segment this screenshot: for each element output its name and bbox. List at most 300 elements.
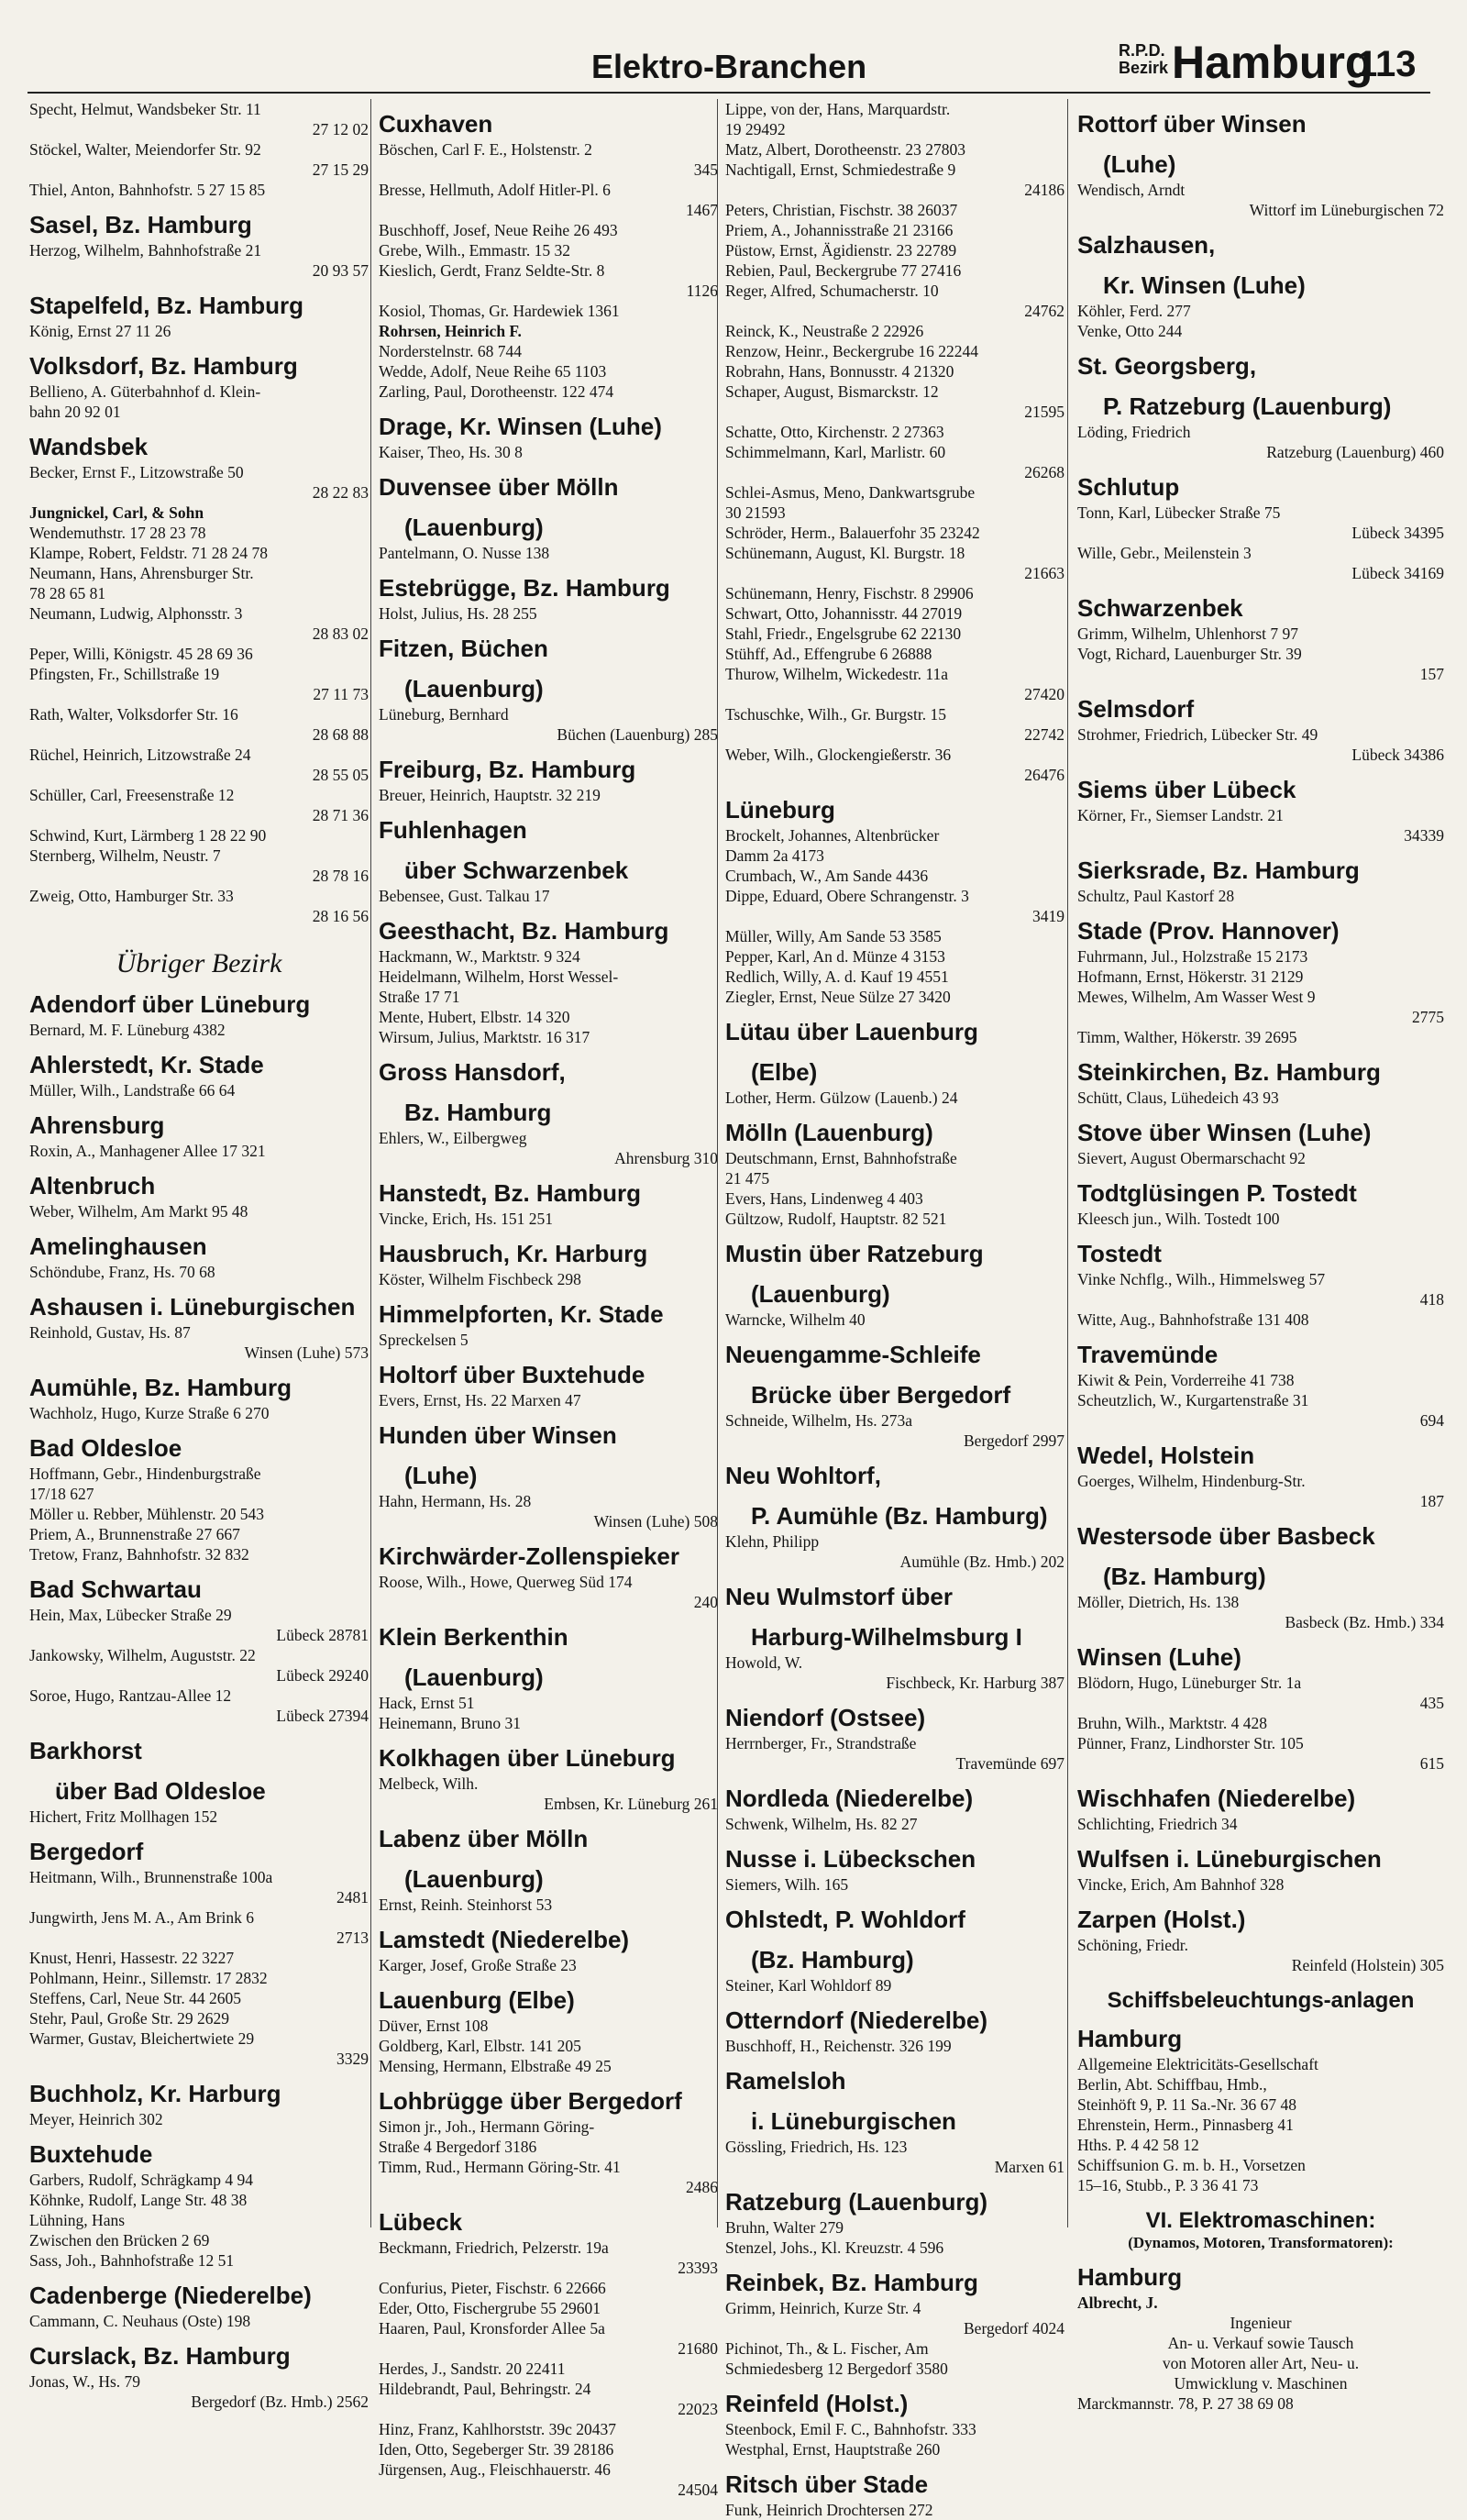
directory-entry: Priem, A., Brunnenstraße 27 667 (29, 1525, 240, 1543)
directory-entry: Gültzow, Rudolf, Hauptstr. 82 521 (725, 1210, 947, 1228)
place-heading: über Bad Oldesloe (55, 1777, 266, 1805)
directory-entry: 21 475 (725, 1169, 770, 1188)
directory-entry: Pünner, Franz, Lindhorster Str. 105 (1077, 1734, 1304, 1752)
place-heading: Winsen (Luhe) (1077, 1643, 1241, 1671)
directory-entry: Straße 4 Bergedorf 3186 (379, 2138, 537, 2156)
section-heading: Übriger Bezirk (116, 948, 282, 978)
place-heading: Mustin über Ratzeburg (725, 1240, 984, 1267)
place-heading: (Lauenburg) (404, 675, 544, 702)
directory-entry: Ziegler, Ernst, Neue Sülze 27 3420 (725, 988, 951, 1006)
directory-entry: Dippe, Eduard, Obere Schrangenstr. 3 (725, 887, 969, 905)
directory-entry: 27 12 02 (312, 120, 369, 138)
directory-entry: Hoffmann, Gebr., Hindenburgstraße (29, 1464, 261, 1483)
directory-entry: Scheutzlich, W., Kurgartenstraße 31 (1077, 1391, 1309, 1409)
directory-entry: Venke, Otto 244 (1077, 322, 1183, 340)
directory-entry: Stöckel, Walter, Meiendorfer Str. 92 (29, 140, 261, 159)
place-heading: Wulfsen i. Lüneburgischen (1077, 1845, 1382, 1873)
directory-entry: Karger, Josef, Große Straße 23 (379, 1956, 577, 1974)
directory-entry: 3419 (1032, 907, 1064, 925)
place-heading: Travemünde (1077, 1341, 1219, 1368)
directory-entry: 2775 (1412, 1008, 1444, 1026)
directory-entry: Winsen (Luhe) 573 (244, 1343, 369, 1362)
place-heading: Hausbruch, Kr. Harburg (379, 1240, 648, 1267)
place-heading: Neu Wohltorf, (725, 1462, 881, 1489)
place-heading: Ritsch über Stade (725, 2470, 929, 2498)
directory-entry: Knust, Henri, Hassestr. 22 3227 (29, 1949, 235, 1967)
place-heading: Lohbrügge über Bergedorf (379, 2087, 682, 2115)
place-heading: Buchholz, Kr. Harburg (29, 2080, 281, 2107)
place-heading: (Luhe) (404, 1462, 478, 1489)
place-heading: Brücke über Bergedorf (751, 1381, 1011, 1409)
directory-entry: Klehn, Philipp (725, 1532, 820, 1551)
place-heading: Stade (Prov. Hannover) (1077, 917, 1340, 945)
directory-entry: Vincke, Erich, Am Bahnhof 328 (1077, 1875, 1285, 1894)
directory-entry: Weber, Wilhelm, Am Markt 95 48 (29, 1202, 248, 1221)
directory-entry: 27 15 29 (312, 160, 369, 179)
directory-entry: Haaren, Paul, Kronsforder Allee 5a (379, 2319, 605, 2338)
directory-entry: Ernst, Reinh. Steinhorst 53 (379, 1896, 553, 1914)
directory-entry: Püstow, Ernst, Ägidienstr. 23 22789 (725, 241, 957, 260)
place-heading: Amelinghausen (29, 1232, 207, 1260)
directory-entry: Hackmann, W., Marktstr. 9 324 (379, 947, 580, 966)
directory-entry: Bebensee, Gust. Talkau 17 (379, 887, 550, 905)
directory-entry: Zwischen den Brücken 2 69 (29, 2231, 210, 2249)
place-heading: Holtorf über Buxtehude (379, 1361, 645, 1388)
directory-entry: Rath, Walter, Volksdorfer Str. 16 (29, 705, 238, 724)
directory-entry: Priem, A., Johannisstraße 21 23166 (725, 221, 954, 239)
directory-entry: Lübeck 28781 (276, 1626, 369, 1644)
place-heading: Klein Berkenthin (379, 1623, 568, 1651)
directory-entry: 28 22 83 (312, 483, 369, 502)
directory-entry: Schwind, Kurt, Lärmberg 1 28 22 90 (29, 826, 267, 845)
directory-entry: 1126 (686, 282, 718, 300)
directory-entry: Roose, Wilh., Howe, Querweg Süd 174 (379, 1573, 633, 1591)
directory-entry: Umwicklung v. Maschinen (1174, 2374, 1348, 2393)
place-heading: Wischhafen (Niederelbe) (1077, 1785, 1356, 1812)
city-title: Hamburg (1172, 37, 1373, 88)
directory-entry: Zarling, Paul, Dorotheenstr. 122 474 (379, 382, 614, 401)
place-heading: St. Georgsberg, (1077, 352, 1257, 380)
directory-entry: Berlin, Abt. Schiffbau, Hmb., (1077, 2075, 1267, 2094)
directory-entry: 2713 (336, 1929, 369, 1947)
directory-entry: Hinz, Franz, Kahlhorststr. 39c 20437 (379, 2420, 617, 2438)
directory-entry: Jürgensen, Aug., Fleischhauerstr. 46 (379, 2460, 611, 2479)
directory-entry: Steffens, Carl, Neue Str. 44 2605 (29, 1989, 242, 2007)
directory-entry: Nachtigall, Ernst, Schmiedestraße 9 (725, 160, 956, 179)
directory-entry: Schwart, Otto, Johannisstr. 44 27019 (725, 604, 963, 623)
directory-entry: Kleesch jun., Wilh. Tostedt 100 (1077, 1210, 1280, 1228)
directory-entry: Möller, Dietrich, Hs. 138 (1077, 1593, 1240, 1611)
directory-entry: Bresse, Hellmuth, Adolf Hitler-Pl. 6 (379, 181, 611, 199)
directory-entry: Spreckelsen 5 (379, 1331, 469, 1349)
directory-entry: Bellieno, A. Güterbahnhof d. Klein- (29, 382, 261, 401)
place-heading: Bad Oldesloe (29, 1434, 182, 1462)
directory-entry: Tonn, Karl, Lübecker Straße 75 (1077, 503, 1281, 522)
directory-entry: Garbers, Rudolf, Schrägkamp 4 94 (29, 2171, 253, 2189)
directory-entry: Rüchel, Heinrich, Litzowstraße 24 (29, 746, 251, 764)
directory-entry: Confurius, Pieter, Fischstr. 6 22666 (379, 2279, 606, 2297)
directory-entry: Allgemeine Elektricitäts-Gesellschaft (1077, 2055, 1318, 2073)
directory-entry: Schöning, Friedr. (1077, 1936, 1189, 1954)
directory-entry: Schlei-Asmus, Meno, Dankwartsgrube (725, 483, 976, 502)
place-heading: Ramelsloh (725, 2067, 846, 2094)
directory-entry: Goldberg, Karl, Elbstr. 141 205 (379, 2037, 581, 2055)
directory-entry: Witte, Aug., Bahnhofstraße 131 408 (1077, 1310, 1309, 1329)
directory-entry: Ratzeburg (Lauenburg) 460 (1266, 443, 1444, 461)
directory-entry: 615 (1419, 1754, 1444, 1773)
place-heading: über Schwarzenbek (404, 857, 629, 884)
place-heading: Todtglüsingen P. Tostedt (1077, 1179, 1357, 1207)
directory-entry: Norderstelnstr. 68 744 (379, 342, 523, 360)
directory-entry: 694 (1419, 1411, 1444, 1430)
directory-entry: Hack, Ernst 51 (379, 1694, 475, 1712)
rpd-abbrev: R.P.D. (1119, 41, 1165, 60)
directory-entry: Körner, Fr., Siemser Landstr. 21 (1077, 806, 1284, 824)
directory-entry: Specht, Helmut, Wandsbeker Str. 11 (29, 100, 261, 118)
place-heading: Labenz über Mölln (379, 1825, 589, 1852)
directory-entry: Funk, Heinrich Drochtersen 272 (725, 2501, 933, 2519)
directory-entry: Bruhn, Wilh., Marktstr. 4 428 (1077, 1714, 1268, 1732)
place-heading: Cuxhaven (379, 110, 493, 138)
directory-entry: Löding, Friedrich (1077, 423, 1191, 441)
directory-entry: Schmiedesberg 12 Bergedorf 3580 (725, 2360, 948, 2378)
directory-entry: Simon jr., Joh., Hermann Göring- (379, 2117, 595, 2136)
directory-entry: 21663 (1024, 564, 1064, 582)
directory-entry: Neumann, Hans, Ahrensburger Str. (29, 564, 254, 582)
directory-entry: von Motoren aller Art, Neu- u. (1162, 2354, 1360, 2372)
directory-entry: Pfingsten, Fr., Schillstraße 19 (29, 665, 220, 683)
directory-entry: Westphal, Ernst, Hauptstraße 260 (725, 2440, 941, 2459)
directory-entry: Tretow, Franz, Bahnhofstr. 32 832 (29, 1545, 249, 1564)
place-heading: Schlutup (1077, 473, 1180, 501)
place-heading: Ahrensburg (29, 1111, 165, 1139)
directory-entry: Neumann, Ludwig, Alphonsstr. 3 (29, 604, 243, 623)
place-heading: Nordleda (Niederelbe) (725, 1785, 974, 1812)
place-heading: P. Aumühle (Bz. Hamburg) (751, 1502, 1048, 1530)
directory-entry: Crumbach, W., Am Sande 4436 (725, 867, 929, 885)
place-heading: Lüneburg (725, 796, 835, 823)
directory-entry: Jungnickel, Carl, & Sohn (29, 503, 204, 522)
directory-entry: Peper, Willi, Königstr. 45 28 69 36 (29, 645, 253, 663)
place-heading: Sasel, Bz. Hamburg (29, 211, 252, 238)
directory-entry: Jonas, W., Hs. 79 (29, 2372, 141, 2391)
place-heading: Bergedorf (29, 1838, 144, 1865)
directory-entry: An- u. Verkauf sowie Tausch (1167, 2334, 1354, 2352)
directory-entry: 345 (693, 160, 718, 179)
directory-entry: Vincke, Erich, Hs. 151 251 (379, 1210, 553, 1228)
place-heading: (Luhe) (1103, 150, 1176, 178)
place-heading: Ohlstedt, P. Wohldorf (725, 1906, 965, 1933)
directory-entry: Ehlers, W., Eilbergweg (379, 1129, 527, 1147)
directory-entry: Thurow, Wilhelm, Wickedestr. 11a (725, 665, 949, 683)
directory-entry: Matz, Albert, Dorotheenstr. 23 27803 (725, 140, 965, 159)
place-heading: i. Lüneburgischen (751, 2107, 956, 2135)
directory-entry: Schüller, Carl, Freesenstraße 12 (29, 786, 235, 804)
directory-entry: 26476 (1024, 766, 1064, 784)
place-heading: Geesthacht, Bz. Hamburg (379, 917, 669, 945)
place-heading: Reinfeld (Holst.) (725, 2390, 909, 2417)
directory-entry: Stahl, Friedr., Engelsgrube 62 22130 (725, 624, 962, 643)
directory-entry: Lübeck 29240 (276, 1666, 369, 1685)
place-heading: (Lauenburg) (751, 1280, 890, 1308)
directory-entry: Schaper, August, Bismarckstr. 12 (725, 382, 939, 401)
directory-entry: Schlichting, Friedrich 34 (1077, 1815, 1238, 1833)
directory-entry: Melbeck, Wilh. (379, 1774, 479, 1793)
directory-entry: Basbeck (Bz. Hmb.) 334 (1285, 1613, 1444, 1631)
place-heading: Otterndorf (Niederelbe) (725, 2006, 988, 2034)
place-heading: Hamburg (1077, 2263, 1183, 2291)
directory-entry: Damm 2a 4173 (725, 846, 824, 865)
directory-entry: Steinhöft 9, P. 11 Sa.-Nr. 36 67 48 (1077, 2095, 1297, 2114)
directory-entry: Meyer, Heinrich 302 (29, 2110, 163, 2128)
directory-entry: Schneide, Wilhelm, Hs. 273a (725, 1411, 913, 1430)
place-heading: Altenbruch (29, 1172, 156, 1199)
directory-entry: Schünemann, Henry, Fischstr. 8 29906 (725, 584, 974, 602)
directory-entry: Büchen (Lauenburg) 285 (557, 725, 718, 744)
directory-entry: Becker, Ernst F., Litzowstraße 50 (29, 463, 244, 481)
directory-entry: Pohlmann, Heinr., Sillemstr. 17 2832 (29, 1969, 268, 1987)
place-heading: (Lauenburg) (404, 1663, 544, 1691)
place-heading: Bz. Hamburg (404, 1099, 552, 1126)
directory-entry: Rebien, Paul, Beckergrube 77 27416 (725, 261, 962, 280)
directory-entry: Klampe, Robert, Feldstr. 71 28 24 78 (29, 544, 269, 562)
directory-entry: Iden, Otto, Segeberger Str. 39 28186 (379, 2440, 614, 2459)
directory-entry: 27420 (1024, 685, 1064, 703)
directory-entry: Buschhoff, Josef, Neue Reihe 26 493 (379, 221, 618, 239)
directory-entry: Grimm, Heinrich, Kurze Str. 4 (725, 2299, 921, 2317)
directory-entry: Lübeck 34169 (1351, 564, 1444, 582)
place-heading: Adendorf über Lüneburg (29, 990, 311, 1018)
directory-entry: 34339 (1404, 826, 1444, 845)
place-heading: Freiburg, Bz. Hamburg (379, 756, 636, 783)
place-heading: Volksdorf, Bz. Hamburg (29, 352, 298, 380)
directory-entry: Pichinot, Th., & L. Fischer, Am (725, 2339, 929, 2358)
directory-entry: Herrnberger, Fr., Strandstraße (725, 1734, 917, 1752)
place-heading: Wedel, Holstein (1077, 1442, 1255, 1469)
directory-entry: Roxin, A., Manhagener Allee 17 321 (29, 1142, 266, 1160)
place-heading: Hunden über Winsen (379, 1421, 617, 1449)
column-1 (29, 99, 369, 2411)
directory-entry: Brockelt, Johannes, Altenbrücker (725, 826, 940, 845)
place-heading: Neu Wulmstorf über (725, 1583, 953, 1610)
place-heading: Ashausen i. Lüneburgischen (29, 1293, 356, 1321)
directory-entry: Schatte, Otto, Kirchenstr. 2 27363 (725, 423, 944, 441)
directory-entry: Lüneburg, Bernhard (379, 705, 509, 724)
place-heading: Steinkirchen, Bz. Hamburg (1077, 1058, 1381, 1086)
directory-entry: Böschen, Carl F. E., Holstenstr. 2 (379, 140, 592, 159)
directory-entry: Stenzel, Johs., Kl. Kreuzstr. 4 596 (725, 2238, 944, 2257)
place-heading: Stapelfeld, Bz. Hamburg (29, 292, 304, 319)
place-heading: Reinbek, Bz. Hamburg (725, 2269, 978, 2296)
place-heading: Hamburg (1077, 2025, 1183, 2052)
directory-entry: Peters, Christian, Fischstr. 38 26037 (725, 201, 958, 219)
place-heading: Gross Hansdorf, (379, 1058, 566, 1086)
place-heading: P. Ratzeburg (Lauenburg) (1103, 392, 1392, 420)
directory-entry: Marxen 61 (994, 2158, 1064, 2176)
directory-entry: 21595 (1024, 403, 1064, 421)
directory-entry: Sass, Joh., Bahnhofstraße 12 51 (29, 2251, 235, 2270)
directory-entry: Wirsum, Julius, Marktstr. 16 317 (379, 1028, 590, 1046)
place-heading: Wandsbek (29, 433, 149, 460)
directory-entry: 157 (1419, 665, 1444, 683)
directory-entry: Ingenieur (1230, 2314, 1292, 2332)
directory-entry: 78 28 65 81 (29, 584, 106, 602)
directory-entry: Holst, Julius, Hs. 28 255 (379, 604, 537, 623)
directory-entry: Evers, Hans, Lindenweg 4 403 (725, 1189, 923, 1208)
directory-entry: Zweig, Otto, Hamburger Str. 33 (29, 887, 234, 905)
directory-entry: Schimmelmann, Karl, Marlistr. 60 (725, 443, 946, 461)
directory-entry: Schütt, Claus, Lühedeich 43 93 (1077, 1089, 1279, 1107)
place-heading: Stove über Winsen (Luhe) (1077, 1119, 1372, 1146)
directory-entry: Lühning, Hans (29, 2211, 126, 2229)
rpd-label (1119, 42, 1168, 77)
directory-entry: Winsen (Luhe) 508 (593, 1512, 718, 1531)
directory-entry: Straße 17 71 (379, 988, 460, 1006)
directory-entry: Schünemann, August, Kl. Burgstr. 18 (725, 544, 965, 562)
directory-entry: 30 21593 (725, 503, 786, 522)
directory-entry: Lübeck 27394 (276, 1707, 369, 1725)
directory-entry: Reinhold, Gustav, Hs. 87 (29, 1323, 191, 1342)
place-heading: Salzhausen, (1077, 231, 1216, 259)
category-heading: Schiffsbeleuchtungs-anlagen (1107, 1988, 1415, 2013)
directory-entry: Sievert, August Obermarschacht 92 (1077, 1149, 1306, 1167)
directory-entry: Grebe, Wilh., Emmastr. 15 32 (379, 241, 570, 260)
directory-entry: Pantelmann, O. Nusse 138 (379, 544, 550, 562)
place-heading: Kolkhagen über Lüneburg (379, 1744, 676, 1772)
directory-entry: Heinemann, Bruno 31 (379, 1714, 522, 1732)
directory-entry: Möller u. Rebber, Mühlenstr. 20 543 (29, 1505, 264, 1523)
directory-entry: 17/18 627 (29, 1485, 94, 1503)
directory-entry: Stühff, Ad., Effengrube 6 26888 (725, 645, 932, 663)
page-number: 113 (1357, 44, 1417, 84)
place-heading: Lübeck (379, 2208, 463, 2236)
directory-entry: Kaiser, Theo, Hs. 30 8 (379, 443, 523, 461)
directory-entry: Mewes, Wilhelm, Am Wasser West 9 (1077, 988, 1316, 1006)
directory-entry: 26268 (1024, 463, 1064, 481)
directory-entry: Schultz, Paul Kastorf 28 (1077, 887, 1235, 905)
directory-entry: Howold, W. (725, 1653, 803, 1672)
directory-entry: Aumühle (Bz. Hmb.) 202 (899, 1553, 1064, 1571)
directory-entry: Köhnke, Rudolf, Lange Str. 48 38 (29, 2191, 248, 2209)
category-heading: VI. Elektromaschinen: (1145, 2208, 1376, 2233)
directory-entry: Vinke Nchflg., Wilh., Himmelsweg 57 (1077, 1270, 1326, 1288)
directory-entry: Wittorf im Lüneburgischen 72 (1249, 201, 1444, 219)
directory-entry: Bergedorf 2997 (964, 1431, 1064, 1450)
directory-entry: König, Ernst 27 11 26 (29, 322, 171, 340)
directory-entry: 22023 (678, 2400, 718, 2418)
directory-entry: Wachholz, Hugo, Kurze Straße 6 270 (29, 1404, 270, 1422)
place-heading: Bad Schwartau (29, 1575, 202, 1603)
column-2 (370, 99, 718, 2499)
directory-entry: Schröder, Herm., Balauerfohr 35 23242 (725, 524, 980, 542)
directory-entry: Marckmannstr. 78, P. 27 38 69 08 (1077, 2394, 1294, 2413)
directory-entry: Köster, Wilhelm Fischbeck 298 (379, 1270, 581, 1288)
directory-entry: Bernard, M. F. Lüneburg 4382 (29, 1021, 226, 1039)
directory-entry: 22742 (1024, 725, 1064, 744)
directory-entry: 15–16, Stubb., P. 3 36 41 73 (1077, 2176, 1259, 2194)
place-heading: Harburg-Wilhelmsburg I (751, 1623, 1022, 1651)
directory-entry: 28 16 56 (312, 907, 369, 925)
place-heading: Hanstedt, Bz. Hamburg (379, 1179, 642, 1207)
directory-entry: Ehrenstein, Herm., Pinnasberg 41 (1077, 2116, 1294, 2134)
directory-entry: Heitmann, Wilh., Brunnenstraße 100a (29, 1868, 273, 1886)
directory-entry: Düver, Ernst 108 (379, 2017, 489, 2035)
directory-entry: Travemünde 697 (955, 1754, 1064, 1773)
directory-entry: Herdes, J., Sandstr. 20 22411 (379, 2360, 566, 2378)
directory-entry: 240 (693, 1593, 718, 1611)
directory-entry: 24186 (1024, 181, 1064, 199)
directory-entry: Schöndube, Franz, Hs. 70 68 (29, 1263, 215, 1281)
directory-entry: Fischbeck, Kr. Harburg 387 (886, 1674, 1064, 1692)
column-3 (717, 99, 1064, 2519)
directory-entry: 418 (1419, 1290, 1444, 1309)
directory-entry: Bergedorf 4024 (964, 2319, 1064, 2338)
place-heading: Neuengamme-Schleife (725, 1341, 981, 1368)
directory-entry: 28 71 36 (312, 806, 369, 824)
directory-entry: Pepper, Karl, An d. Münze 4 3153 (725, 947, 945, 966)
directory-entry: Redlich, Willy, A. d. Kauf 19 4551 (725, 967, 949, 986)
directory-entry: Müller, Willy, Am Sande 53 3585 (725, 927, 942, 945)
place-heading: Lamstedt (Niederelbe) (379, 1926, 630, 1953)
place-heading: Nusse i. Lübeckschen (725, 1845, 976, 1873)
place-heading: Sierksrade, Bz. Hamburg (1077, 857, 1360, 884)
directory-entry: 23393 (678, 2259, 718, 2277)
directory-entry: Fuhrmann, Jul., Holzstraße 15 2173 (1077, 947, 1308, 966)
directory-entry: Deutschmann, Ernst, Bahnhofstraße (725, 1149, 957, 1167)
category-subheading: (Dynamos, Motoren, Transformatoren): (1128, 2234, 1394, 2251)
directory-entry: bahn 20 92 01 (29, 403, 121, 421)
directory-entry: 24762 (1024, 302, 1064, 320)
page-header (28, 28, 1430, 94)
directory-entry: Reger, Alfred, Schumacherstr. 10 (725, 282, 939, 300)
directory-entry: Schwenk, Wilhelm, Hs. 82 27 (725, 1815, 918, 1833)
directory-entry: Reinck, K., Neustraße 2 22926 (725, 322, 924, 340)
column-4 (1067, 99, 1444, 2413)
place-heading: Ratzeburg (Lauenburg) (725, 2188, 987, 2216)
directory-entry: Hths. P. 4 42 58 12 (1077, 2136, 1199, 2154)
directory-entry: Breuer, Heinrich, Hauptstr. 32 219 (379, 786, 601, 804)
place-heading: Kirchwärder-Zollenspieker (379, 1542, 679, 1570)
directory-entry: Kiwit & Pein, Vorderreihe 41 738 (1077, 1371, 1295, 1389)
directory-entry: Eder, Otto, Fischergrube 55 29601 (379, 2299, 601, 2317)
directory-entry: Steiner, Karl Wohldorf 89 (725, 1976, 892, 1995)
place-heading: (Bz. Hamburg) (1103, 1563, 1266, 1590)
page-title: Elektro-Branchen (591, 48, 867, 85)
place-heading: (Lauenburg) (404, 514, 544, 541)
directory-entry: 19 29492 (725, 120, 786, 138)
directory-entry: Blödorn, Hugo, Lüneburger Str. 1a (1077, 1674, 1302, 1692)
place-heading: Schwarzenbek (1077, 594, 1243, 622)
place-heading: Rottorf über Winsen (1077, 110, 1307, 138)
directory-entry: Soroe, Hugo, Rantzau-Allee 12 (29, 1686, 232, 1705)
place-heading: Niendorf (Ostsee) (725, 1704, 926, 1731)
directory-entry: Schiffsunion G. m. b. H., Vorsetzen (1077, 2156, 1306, 2174)
directory-entry: Grimm, Wilhelm, Uhlenhorst 7 97 (1077, 624, 1299, 643)
place-heading: Fitzen, Büchen (379, 635, 548, 662)
place-heading: Zarpen (Holst.) (1077, 1906, 1246, 1933)
place-heading: (Lauenburg) (404, 1865, 544, 1893)
directory-entry: Mensing, Hermann, Elbstraße 49 25 (379, 2057, 612, 2075)
directory-entry: Ahrensburg 310 (614, 1149, 718, 1167)
directory-entry: Jankowsky, Wilhelm, Auguststr. 22 (29, 1646, 256, 1664)
directory-entry: Lübeck 34395 (1351, 524, 1444, 542)
place-heading: Kr. Winsen (Luhe) (1103, 271, 1306, 299)
directory-entry: Siemers, Wilh. 165 (725, 1875, 849, 1894)
directory-entry: 3329 (336, 2050, 369, 2068)
directory-entry: Embsen, Kr. Lüneburg 261 (544, 1795, 718, 1813)
directory-entry: Köhler, Ferd. 277 (1077, 302, 1191, 320)
place-heading: Curslack, Bz. Hamburg (29, 2342, 291, 2370)
